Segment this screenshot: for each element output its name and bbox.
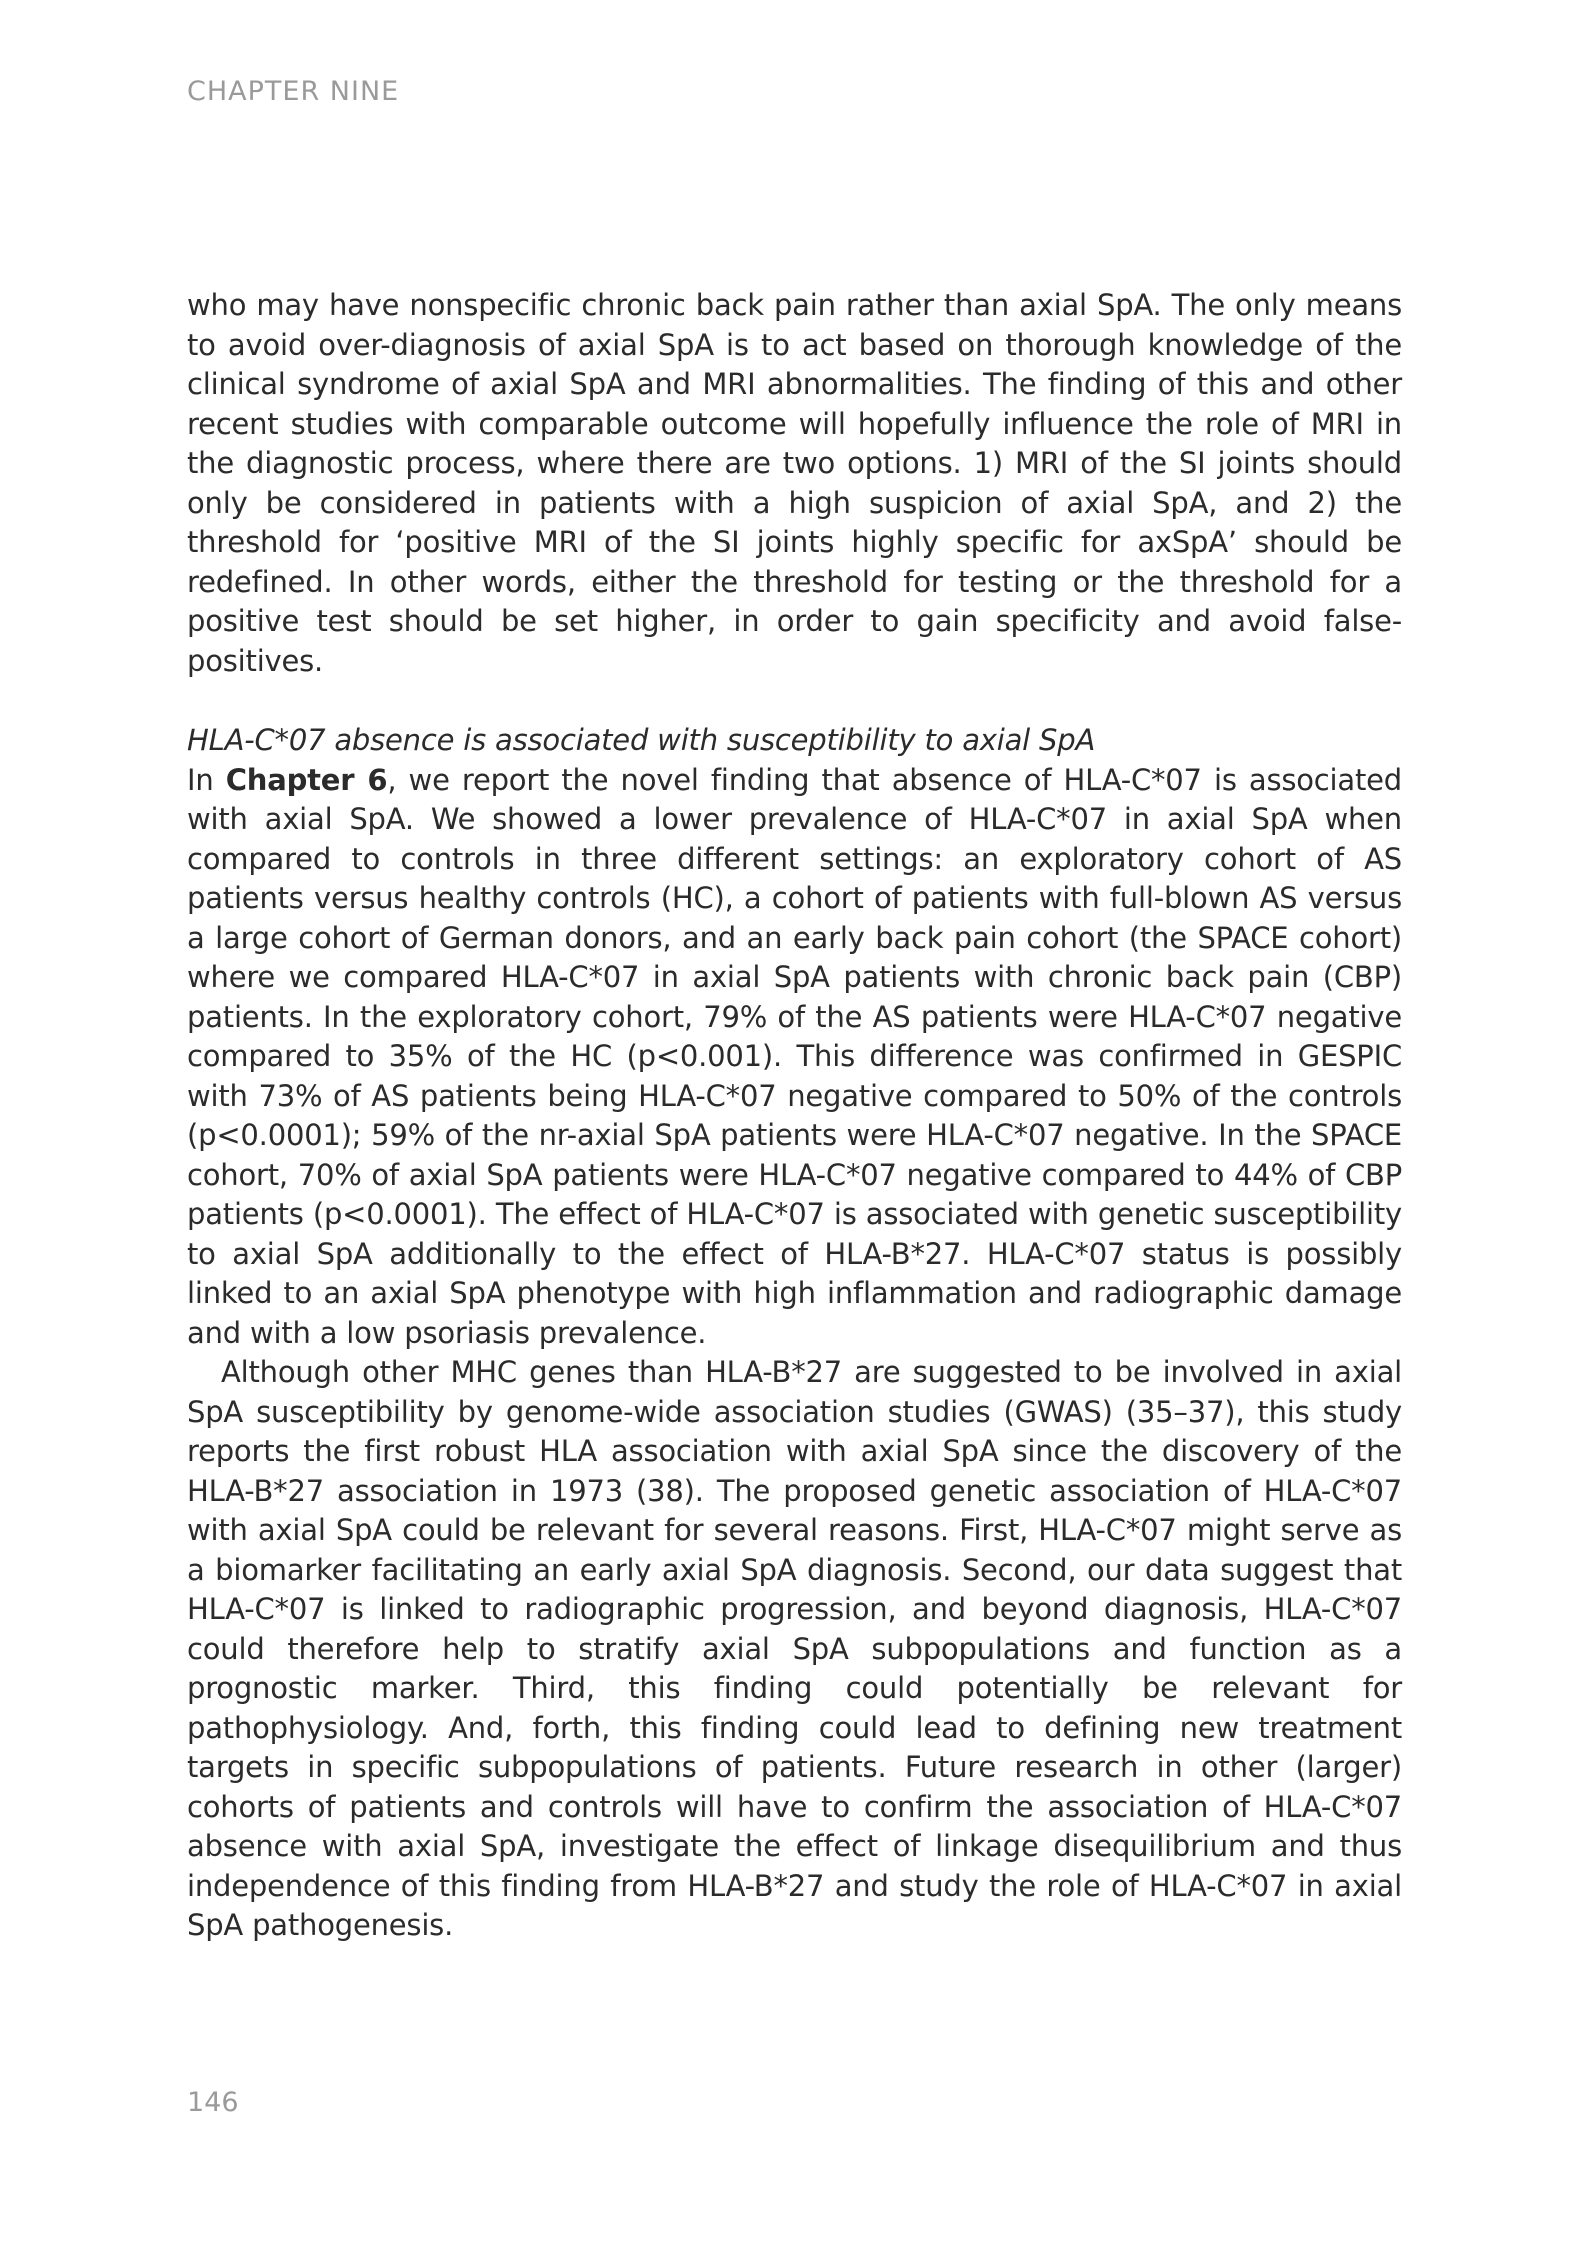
paragraph-3: Although other MHC genes than HLA-B*27 are suggested to be involved in axial SpA susceptibility by genome-wide association studies (GWAS) (35–37), this study reports the first robust HLA association with axial SpA since the discovery of the HLA-B*27 association in 1973 (38). The proposed genetic association of HLA-C*07 with axial SpA could be relevant for several reasons. First, HLA-C*07 might serve as a biomarker facilitating an early axial SpA diagnosis. Second, our data suggest that HLA-C*07 is linked to radiographic progression, and beyond diagnosis, HLA-C*07 could therefore help to stratify axial SpA subpopulations and function as a prognostic marker. Third, this finding could potentially be relevant for pathophysiology. And, forth, this finding could lead to defining new treatment targets in specific subpopulations of patients. Future research in other (larger) cohorts of patients and controls will have to confirm the association of HLA-C*07 absence with axial SpA, investigate the effect of linkage disequilibrium and thus independence of this finding from HLA-B*27 and study the role of HLA-C*07 in axial SpA pathogenesis.	[187, 1355, 1402, 1942]
main-content	[187, 286, 1402, 1946]
page-number: 146	[187, 2087, 239, 2118]
chapter-reference: Chapter 6	[225, 762, 388, 797]
paragraph-2-lead: In	[187, 762, 226, 797]
paragraph-2	[187, 761, 1402, 1354]
paragraph-1: who may have nonspecific chronic back pain rather than axial SpA. The only means to avoid over-diagnosis of axial SpA is to act based on thorough knowledge of the clinical syndrome of axial SpA and MRI abnormalities. The finding of this and other recent studies with comparable outcome will hopefully influence the role of MRI in the diagnostic process, where there are two options. 1) MRI of the SI joints should only be considered in patients with a high suspicion of axial SpA, and 2) the threshold for ‘positive MRI of the SI joints highly specific for axSpA’ should be redefined. In other words, either the threshold for testing or the threshold for a positive test should be set higher, in order to gain specificity and avoid false-positives.	[187, 288, 1402, 678]
running-head: CHAPTER NINE	[187, 76, 400, 107]
paragraph-2-body: , we report the novel finding that absence of HLA-C*07 is associated with axial SpA. We showed a lower prevalence of HLA-C*07 in axial SpA when compared to controls in three different settings: an exploratory cohort of AS patients versus healthy controls (HC), a cohort of patients with full-blown AS versus a large cohort of German donors, and an early back pain cohort (the SPACE cohort) where we compared HLA-C*07 in axial SpA patients with chronic back pain (CBP) patients. In the exploratory cohort, 79% of the AS patients were HLA-C*07 negative compared to 35% of the HC (p<0.001). This difference was confirmed in GESPIC with 73% of AS patients being HLA-C*07 negative compared to 50% of the controls (p<0.0001); 59% of the nr-axial SpA patients were HLA-C*07 negative. In the SPACE cohort, 70% of axial SpA patients were HLA-C*07 negative compared to 44% of CBP patients (p<0.0001). The effect of HLA-C*07 is associated with genetic susceptibility to axial SpA additionally to the effect of HLA-B*27. HLA-C*07 status is possibly linked to an axial SpA phenotype with high inflammation and radiographic damage and with a low psoriasis prevalence.	[187, 762, 1402, 1350]
section-subheading: HLA-C*07 absence is associated with susceptibility to axial SpA	[187, 723, 1096, 757]
